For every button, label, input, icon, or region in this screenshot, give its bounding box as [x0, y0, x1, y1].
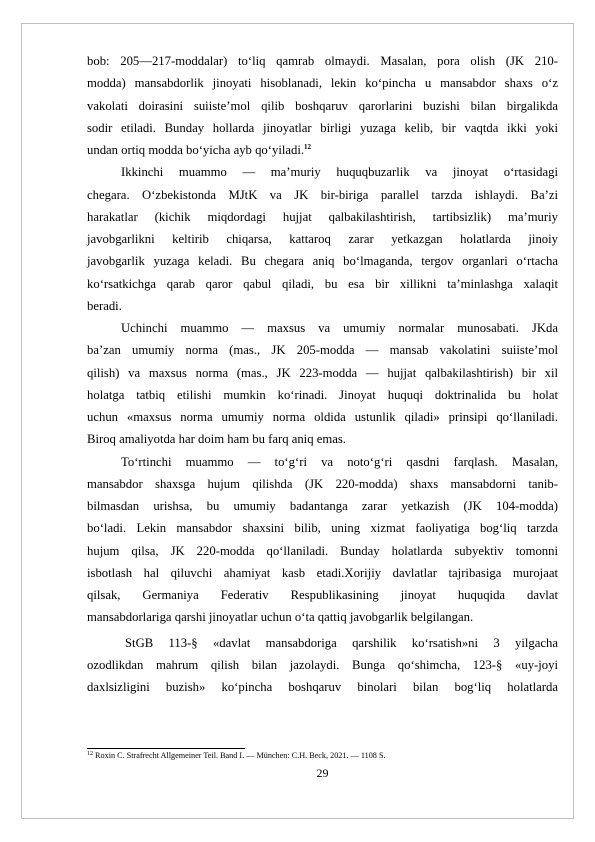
text-line: hujum qilsa, JK 220-modda qo‘llaniladi. Bunday holatlarda subyektiv tomonni [87, 543, 558, 558]
text-line: harakatlar (kichik miqdordagi hujjat qalbakilashtirish, tartibsizlik) ma’muriy [87, 209, 558, 224]
text-line: mansabdor shaxsga hujum qilishda (JK 220-modda) shaxs mansabdorni tanib- [87, 476, 558, 491]
text-line: holatga tatbiq etilishi mumkin ko‘rinadi. Jinoyat huquqi doktrinalida bu holat [87, 387, 558, 402]
paragraph-3 [87, 317, 558, 451]
text-line: bo‘ladi. Lekin mansabdor shaxsini bilib, uning xizmat faoliyatiga bog‘liq tarzda [87, 521, 558, 536]
text-line: beradi. [87, 298, 122, 313]
text-line: javobgarlik yuzaga keladi. Bu chegara aniq bo‘lmaganda, tergov organlari o‘rtacha [87, 254, 558, 269]
text-line: To‘rtinchi muammo — to‘g‘ri va noto‘g‘ri qasdni farqlash. Masalan, [121, 454, 558, 469]
text-span: undan ortiq modda bo‘yicha ayb qo‘yiladi. [87, 143, 305, 157]
footnote-separator [87, 748, 245, 749]
text-line: Biroq amaliyotda har doim ham bu farq aniq emas. [87, 432, 346, 447]
footnote-number: 12 [87, 751, 93, 757]
text-line: qilish) va maxsus norma (mas., JK 223-modda — hujjat qalbakilashtirish) bir xil [87, 365, 558, 380]
text-line: bilmasdan urishsa, bu umumiy badantanga zarar yetkazish (JK 104-modda) [87, 499, 558, 513]
page-number: 29 [316, 766, 329, 780]
paragraph-2 [87, 161, 558, 317]
text-line: chegara. O‘zbekistonda MJtK va JK bir-biriga parallel tarzda ishlaydi. Ba’zi [87, 187, 558, 202]
text-line: mansabdorlariga qarshi jinoyatlar uchun o‘ta qattiq javobgarlik belgilangan. [87, 610, 474, 625]
text-line: javobgarlikni keltirib chiqarsa, kattaroq zarar yetkazgan holatlarda jinoiy [87, 232, 558, 246]
paragraph-1 [87, 50, 558, 161]
text-line: Uchinchi muammo — maxsus va umumiy normalar munosabati. JKda [121, 321, 558, 335]
footnote-text: Roxin C. Strafrecht Allgemeiner Teil. Band I. — München: C.H. Beck, 2021. — 1108 S. [95, 751, 386, 760]
paragraph-4 [87, 451, 558, 629]
footnote [87, 750, 567, 761]
text-line: StGB 113-§ «davlat mansabdoriga qarshilik ko‘rsatish»ni 3 yilgacha [125, 635, 558, 650]
text-line: ko‘rsatkichga qarab qaror qabul qiladi, bu esa bir xillikni ta’minlashga xalaqit [87, 276, 558, 291]
text-line: modda) mansabdorlik jinoyati hisoblanadi, lekin ko‘pincha u mansabdor shaxs o‘z [87, 76, 558, 91]
text-line: bob: 205—217-moddalar) to‘liq qamrab olmaydi. Masalan, pora olish (JK 210- [87, 54, 558, 68]
text-line: daxlsizligini buzish» ko‘pincha boshqaruv binolari bilan bog‘liq holatlarda [87, 680, 558, 694]
text-line: ozodlikdan mahrum qilish bilan jazolaydi. Bunga qo‘shimcha, 123-§ «uy-joyi [87, 657, 558, 672]
footnote-reference: 12 [304, 143, 312, 151]
text-line: Ikkinchi muammo — ma’muriy huquqbuzarlik va jinoyat o‘rtasidagi [121, 165, 558, 180]
text-line: vakolati doirasini suiiste’mol qilib boshqaruv qarorlarini buzishi bilan birgalikda [87, 98, 558, 113]
main-text [87, 50, 558, 698]
text-line: qilsak, Germaniya Federativ Respublikasining jinoyat huquqida davlat [87, 588, 558, 602]
paragraph-5 [87, 632, 558, 699]
text-line: uchun «maxsus norma umumiy norma oldida ustunlik qiladi» prinsipi qo‘llaniladi. [87, 410, 558, 424]
text-line: ba’zan umumiy norma (mas., JK 205-modda — mansab vakolatini suiiste’mol [87, 343, 558, 358]
text-line: isbotlash hal qiluvchi ahamiyat kasb etadi.Xorijiy davlatlar tajribasiga murojaat [87, 565, 558, 580]
text-line [87, 139, 558, 161]
text-line: sodir etiladi. Bunday hollarda jinoyatlar birligi yuzaga kelib, bir vaqtda ikki yoki [87, 120, 558, 135]
